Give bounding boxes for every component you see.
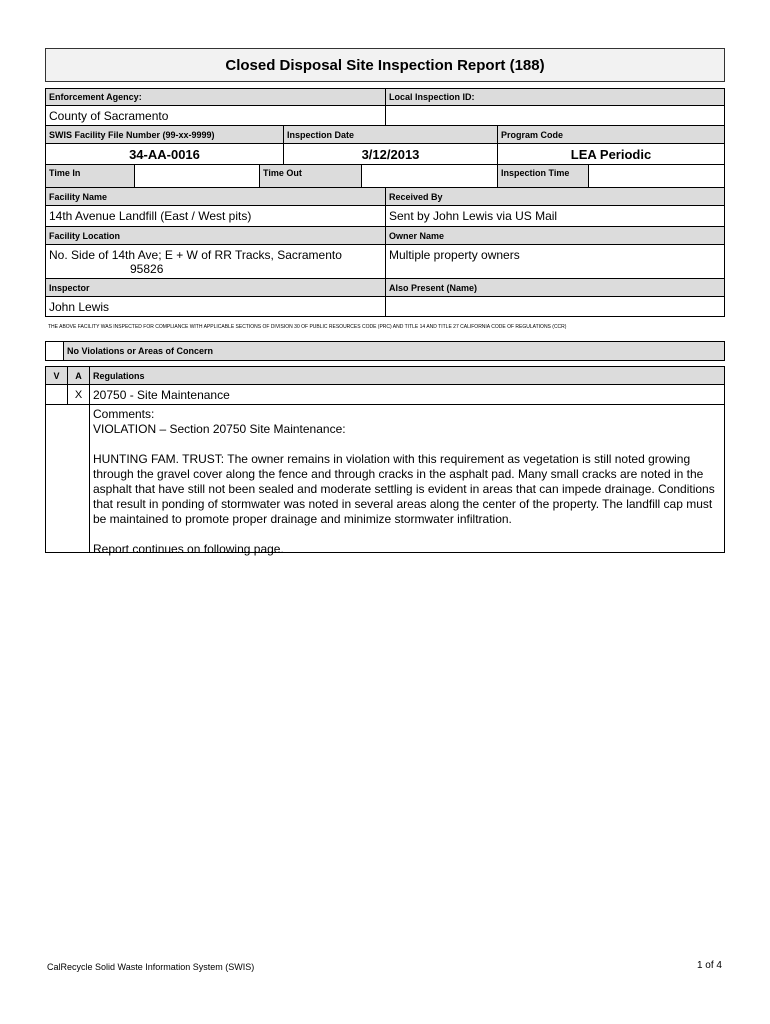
swis-number-field[interactable]: 34-AA-0016 [129, 146, 200, 162]
facility-name-field[interactable]: 14th Avenue Landfill (East / West pits) [49, 209, 252, 223]
swis-number-label: SWIS Facility File Number (99-xx-9999) [46, 126, 283, 143]
time-in-field[interactable] [135, 165, 259, 187]
owner-name-label: Owner Name [386, 227, 724, 244]
col-a-header: A [68, 367, 89, 384]
no-violations-label: No Violations or Areas of Concern [64, 342, 724, 360]
comments-block [90, 405, 724, 556]
facility-name-label: Facility Name [46, 188, 385, 205]
facility-location-line1: No. Side of 14th Ave; E + W of RR Tracks, Sacramento [49, 248, 342, 262]
time-out-field[interactable] [362, 165, 497, 187]
row-a-mark[interactable]: X [74, 388, 83, 401]
no-violations-checkbox[interactable] [46, 342, 63, 360]
also-present-field[interactable] [386, 297, 724, 316]
facility-location-line2: 95826 [130, 262, 164, 276]
local-inspection-id-label: Local Inspection ID: [386, 89, 724, 105]
inspection-date-field[interactable]: 3/12/2013 [361, 146, 420, 162]
comments-heading: Comments: [93, 407, 155, 421]
footer-system: CalRecycle Solid Waste Information System (SWIS) [47, 962, 255, 972]
inspection-time-field[interactable] [589, 165, 724, 187]
inspection-date-label: Inspection Date [284, 126, 497, 143]
time-in-label: Time In [46, 165, 134, 187]
comments-violation: VIOLATION – Section 20750 Site Maintenance: [93, 422, 346, 436]
comments-body: HUNTING FAM. TRUST: The owner remains in violation with this requirement as vegetation is still noted growing through the gravel cover along the fence and through cracks in the asphalt pad. Many small cracks are noted in the asphalt that have still not been sealed and moderate settling is evident in areas that can impede drainage. Conditions that result in ponding of stormwater was noted in several areas along the center of the property. The landfill cap must be maintained to promote proper drainage and minimize stormwater infiltration. [93, 452, 715, 526]
inspector-field[interactable]: John Lewis [49, 299, 110, 314]
owner-name-field[interactable]: Multiple property owners [389, 248, 520, 262]
col-v-header: V [46, 367, 67, 384]
enforcement-agency-field[interactable]: County of Sacramento [49, 108, 169, 123]
inspector-label: Inspector [46, 279, 385, 296]
program-code-field[interactable]: LEA Periodic [570, 146, 652, 162]
local-inspection-id-field[interactable] [386, 106, 724, 125]
row-regulation: 20750 - Site Maintenance [93, 387, 230, 402]
facility-location-label: Facility Location [46, 227, 385, 244]
received-by-field[interactable]: Sent by John Lewis via US Mail [389, 209, 558, 223]
also-present-label: Also Present (Name) [386, 279, 724, 296]
report-title: Closed Disposal Site Inspection Report (188) [45, 48, 725, 82]
footer-page-number: 1 of 4 [696, 960, 722, 971]
time-out-label: Time Out [260, 165, 361, 187]
comments-continues: Report continues on following page. [93, 542, 284, 556]
row-v-cell[interactable] [46, 385, 67, 404]
program-code-label: Program Code [498, 126, 724, 143]
col-regulations-header: Regulations [90, 367, 724, 384]
compliance-note: THE ABOVE FACILITY WAS INSPECTED FOR COMPLIANCE WITH APPLICABLE SECTIONS OF DIVISION 30 OF PUBLIC RESOURCES CODE (PRC) AND TITLE 14 AND TITLE 27 CALIFORNIA CODE OF REGULATIONS (CCR) [48, 324, 567, 330]
received-by-label: Received By [386, 188, 724, 205]
enforcement-agency-label: Enforcement Agency: [46, 89, 385, 105]
inspection-time-label: Inspection Time [498, 165, 588, 187]
facility-location-field[interactable] [46, 245, 385, 278]
